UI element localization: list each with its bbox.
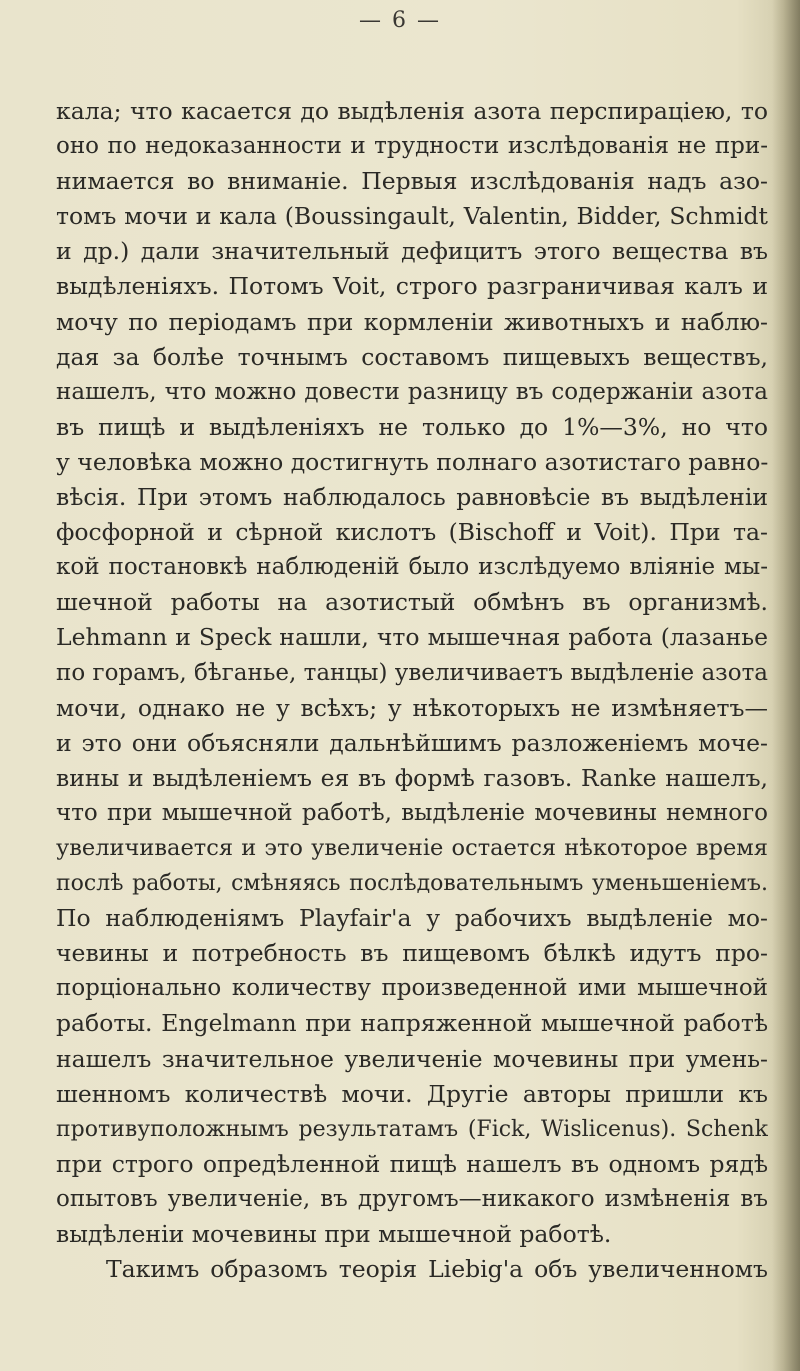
text-line: вины и выдѣленіемъ ея въ формѣ газовъ. Ranke нашелъ, (56, 763, 768, 792)
text-line: нашелъ, что можно довести разницу въ содержаніи азота (56, 378, 768, 405)
text-line: что при мышечной работѣ, выдѣленіе мочевины немного (56, 799, 768, 826)
body-text (56, 94, 768, 1287)
text-line: мочу по періодамъ при кормленіи животныхъ и наблю- (56, 307, 768, 336)
text-line: и др.) дали значительный дефицитъ этого вещества въ (56, 237, 768, 266)
text-line: кала; что касается до выдѣленія азота перспираціею, то (56, 97, 768, 125)
text-line: у человѣка можно достигнуть полнаго азотистаго равно- (56, 447, 768, 476)
text-line: шенномъ количествѣ мочи. Другіе авторы пришли къ (56, 1079, 768, 1108)
text-line: выдѣленіяхъ. Потомъ Voit, строго разграничивая калъ и (56, 272, 768, 301)
text-line: по горамъ, бѣганье, танцы) увеличиваетъ выдѣленіе азота (56, 659, 768, 686)
text-line: оно по недоказанности и трудности изслѣдованія не при- (56, 133, 768, 160)
text-line: нимается во вниманіе. Первыя изслѣдованія надъ азо- (56, 167, 768, 196)
text-line: послѣ работы, смѣняясь послѣдовательнымъ уменьшеніемъ. (56, 871, 768, 897)
page-edge-shadow (772, 0, 800, 1371)
text-line: и это они объясняли дальнѣйшимъ разложеніемъ моче- (56, 728, 768, 757)
page-number: — 6 — (359, 8, 441, 33)
text-line: увеличивается и это увеличеніе остается нѣкоторое время (56, 834, 768, 861)
text-line: порціонально количеству произведенной ими мышечной (56, 975, 768, 1002)
text-line: вѣсія. При этомъ наблюдалось равновѣсіе въ выдѣленіи (56, 483, 768, 512)
text-line: По наблюденіямъ Playfair'а у рабочихъ выдѣленіе мо- (56, 904, 768, 933)
text-line: противуположнымъ результатамъ (Fick, Wislicenus). Schenk (56, 1116, 768, 1142)
text-line: дая за болѣе точнымъ составомъ пищевыхъ веществъ, (56, 342, 768, 371)
text-line: мочи, однако не у всѣхъ; у нѣкоторыхъ не измѣняетъ— (56, 693, 768, 722)
text-line: въ пищѣ и выдѣленіяхъ не только до 1%—3%, но что (56, 412, 768, 441)
text-line: шечной работы на азотистый обмѣнъ въ организмѣ. (56, 588, 768, 617)
text-line: фосфорной и сѣрной кислотъ (Bischoff и Voit). При та- (56, 518, 768, 547)
text-line-paragraph-start: Такимъ образомъ теорія Liebig'а объ увеличенномъ (106, 1255, 768, 1284)
text-line-paragraph-end: выдѣленіи мочевины при мышечной работѣ. (56, 1220, 612, 1248)
text-line: томъ мочи и кала (Boussingault, Valentin, Bidder, Schmidt (56, 202, 768, 231)
text-line: нашелъ значительное увеличеніе мочевины при умень- (56, 1044, 768, 1073)
text-line: при строго опредѣленной пищѣ нашелъ въ одномъ рядѣ (56, 1149, 768, 1178)
text-line: работы. Engelmann при напряженной мышечной работѣ (56, 1009, 768, 1038)
text-line: Lehmann и Speck нашли, что мышечная работа (лазанье (56, 623, 768, 652)
text-line: чевины и потребность въ пищевомъ бѣлкѣ идутъ про- (56, 939, 768, 968)
text-line: кой постановкѣ наблюденій было изслѣдуемо вліяніе мы- (56, 554, 768, 581)
text-line: опытовъ увеличеніе, въ другомъ—никакого измѣненія въ (56, 1185, 768, 1212)
